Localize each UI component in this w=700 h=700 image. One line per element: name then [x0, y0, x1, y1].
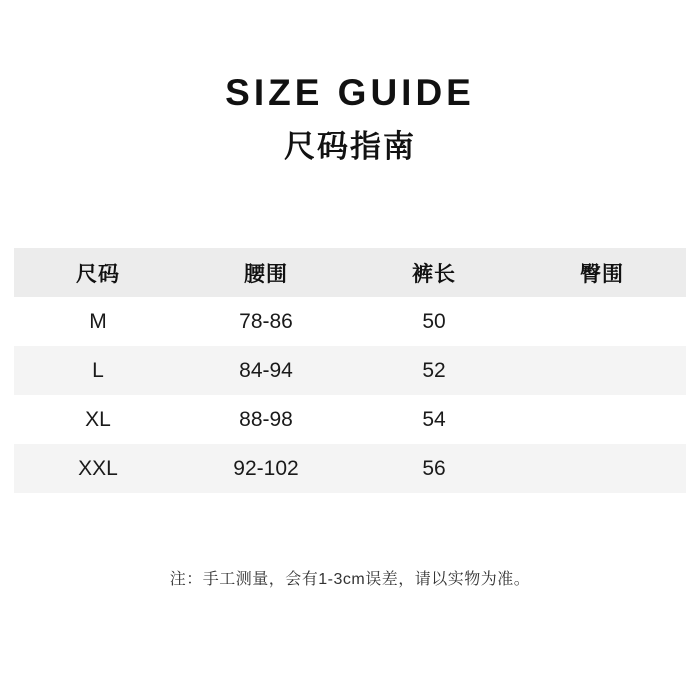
cell-length: 54 — [422, 407, 446, 431]
title-block — [225, 72, 475, 164]
cell-length: 52 — [422, 358, 446, 382]
cell-hip — [518, 395, 686, 444]
cell-size: XXL — [78, 456, 118, 480]
cell-length: 50 — [422, 309, 446, 333]
cell-waist: 92-102 — [233, 456, 299, 480]
size-table-wrapper — [14, 248, 686, 493]
cell-waist: 84-94 — [239, 358, 293, 382]
cell-hip — [518, 297, 686, 346]
column-header-hip: 臀围 — [580, 262, 624, 286]
cell-length: 56 — [422, 456, 446, 480]
table-row — [14, 297, 686, 346]
table-header-row — [14, 248, 686, 297]
table-row — [14, 395, 686, 444]
cell-size: XL — [85, 407, 111, 431]
cell-size: L — [92, 358, 104, 382]
measurement-note: 注：手工测量，会有1-3cm误差，请以实物为准。 — [169, 571, 531, 589]
cell-size: M — [89, 309, 107, 333]
column-header-length: 裤长 — [412, 262, 456, 286]
table-row — [14, 444, 686, 493]
column-header-waist: 腰围 — [244, 262, 288, 286]
page-title-chinese: 尺码指南 — [283, 128, 416, 164]
cell-waist: 88-98 — [239, 407, 293, 431]
size-table — [14, 248, 686, 493]
cell-hip — [518, 346, 686, 395]
table-row — [14, 346, 686, 395]
column-header-size: 尺码 — [76, 262, 120, 286]
cell-hip — [518, 444, 686, 493]
cell-waist: 78-86 — [239, 309, 293, 333]
page-title-english: SIZE GUIDE — [225, 72, 475, 113]
